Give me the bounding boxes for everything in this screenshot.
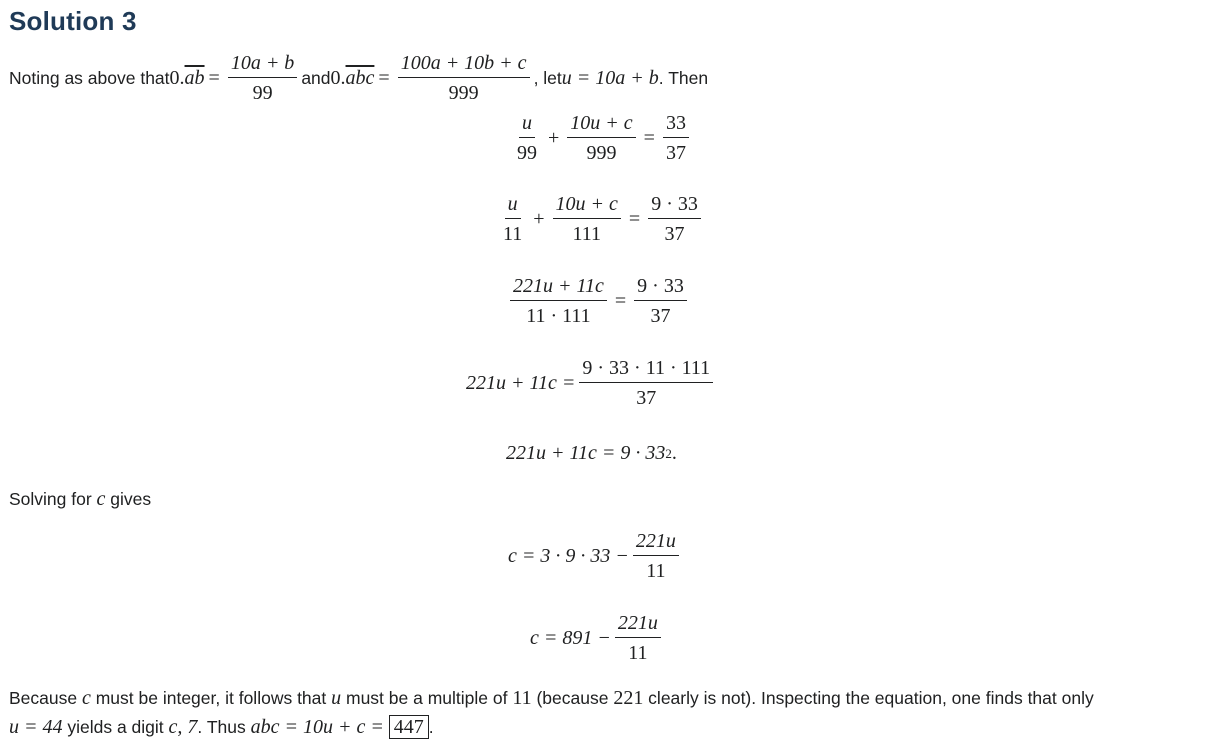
equation-1 xyxy=(510,112,693,164)
eq2-rhs-numerator: 9 · 33 xyxy=(648,193,701,219)
conclusion-text: (because xyxy=(531,688,614,708)
conclusion-text: must be a multiple of xyxy=(341,688,513,708)
boxed-answer: 447 xyxy=(389,715,429,739)
eq3-rhs-numerator: 9 · 33 xyxy=(634,275,687,301)
equation-3 xyxy=(506,275,691,327)
conclusion-line-2 xyxy=(9,716,434,738)
conclusion-text: . Thus xyxy=(197,717,251,737)
conclusion-text: clearly is not). Inspecting the equation, one finds that only xyxy=(643,688,1094,708)
eq6-numerator: 221u xyxy=(633,530,679,556)
equation-7 xyxy=(530,612,665,664)
equals-sign: = xyxy=(614,289,627,312)
plus-sign: + xyxy=(533,207,545,230)
intro-text-2: and xyxy=(301,68,331,88)
eq5-period: . xyxy=(671,442,677,464)
intro-text-3: , let xyxy=(533,68,562,88)
solving-variable: c xyxy=(96,488,106,510)
intro-fraction-2 xyxy=(398,52,530,104)
eq1-term-b-denominator: 999 xyxy=(586,142,617,164)
equation-4 xyxy=(466,357,717,409)
intro-text-1: Noting as above that xyxy=(9,68,170,88)
conclusion-math: u = 44 xyxy=(9,716,63,738)
eq3-lhs-numerator: 221u + 11c xyxy=(510,275,607,301)
conclusion-text: yields a digit xyxy=(62,717,169,737)
conclusion-text: Because xyxy=(9,688,82,708)
intro-u-definition: u = 10a + b xyxy=(561,67,659,89)
eq2-term-a-numerator: u xyxy=(505,193,521,219)
eq1-rhs-denominator: 37 xyxy=(665,142,686,164)
eq4-rhs-numerator: 9 · 33 · 11 · 111 xyxy=(579,357,713,383)
intro-text-4: . Then xyxy=(658,68,709,88)
plus-sign: + xyxy=(548,126,560,149)
eq2-term-b-denominator: 111 xyxy=(572,223,601,245)
eq1-term-a-numerator: u xyxy=(519,112,535,138)
conclusion-text: must be integer, it follows that xyxy=(90,688,332,708)
eq5-exponent: 2 xyxy=(665,445,672,461)
eq4-rhs-denominator: 37 xyxy=(636,387,657,409)
eq2-rhs-denominator: 37 xyxy=(664,223,685,245)
solving-paragraph xyxy=(9,488,151,510)
fraction-numerator: 100a + 10b + c xyxy=(398,52,530,78)
eq3-rhs-denominator: 37 xyxy=(650,305,671,327)
conclusion-math: c xyxy=(81,687,91,709)
conclusion-line-1 xyxy=(9,687,1094,709)
equals-sign: = xyxy=(643,126,655,149)
eq6-lhs: c = 3 · 9 · 33 − xyxy=(508,544,629,567)
equation-2 xyxy=(496,193,705,245)
equals-sign: = xyxy=(628,207,641,230)
solving-text-2: gives xyxy=(105,489,152,509)
intro-paragraph xyxy=(9,52,708,104)
intro-equals-2: = xyxy=(378,67,390,89)
eq1-term-b-numerator: 10u + c xyxy=(567,112,635,138)
solving-text-1: Solving for xyxy=(9,489,97,509)
intro-fraction-1 xyxy=(228,52,298,104)
equation-5 xyxy=(506,442,677,465)
eq6-denominator: 11 xyxy=(646,560,666,582)
eq7-denominator: 11 xyxy=(628,642,648,664)
conclusion-math: u xyxy=(331,687,342,709)
conclusion-math: 221 xyxy=(613,687,644,709)
solution-heading: Solution 3 xyxy=(9,6,137,36)
eq4-lhs: 221u + 11c = xyxy=(466,371,576,394)
eq5-text: 221u + 11c = 9 · 33 xyxy=(506,442,666,464)
eq1-rhs-numerator: 33 xyxy=(663,112,689,138)
intro-decimal-ab: $0.\overline{ab}$ xyxy=(169,67,205,89)
fraction-numerator: 10a + b xyxy=(228,52,298,78)
intro-equals-1: = xyxy=(208,67,220,89)
eq7-lhs: c = 891 − xyxy=(530,626,611,649)
conclusion-text: . xyxy=(428,717,434,737)
fraction-denominator: 99 xyxy=(252,82,273,104)
fraction-denominator: 999 xyxy=(448,82,479,104)
equation-6 xyxy=(508,530,683,582)
eq3-lhs-denominator: 11 · 111 xyxy=(526,305,591,327)
conclusion-math: c, 7 xyxy=(168,716,198,738)
eq7-numerator: 221u xyxy=(615,612,661,638)
eq1-term-a-denominator: 99 xyxy=(517,142,537,164)
eq2-term-a-denominator: 11 xyxy=(503,223,523,245)
conclusion-math: abc = 10u + c = xyxy=(250,716,384,738)
eq2-term-b-numerator: 10u + c xyxy=(553,193,621,219)
intro-decimal-abc: $0.\overline{abc}$ xyxy=(330,67,375,89)
conclusion-math: 11 xyxy=(512,687,532,709)
